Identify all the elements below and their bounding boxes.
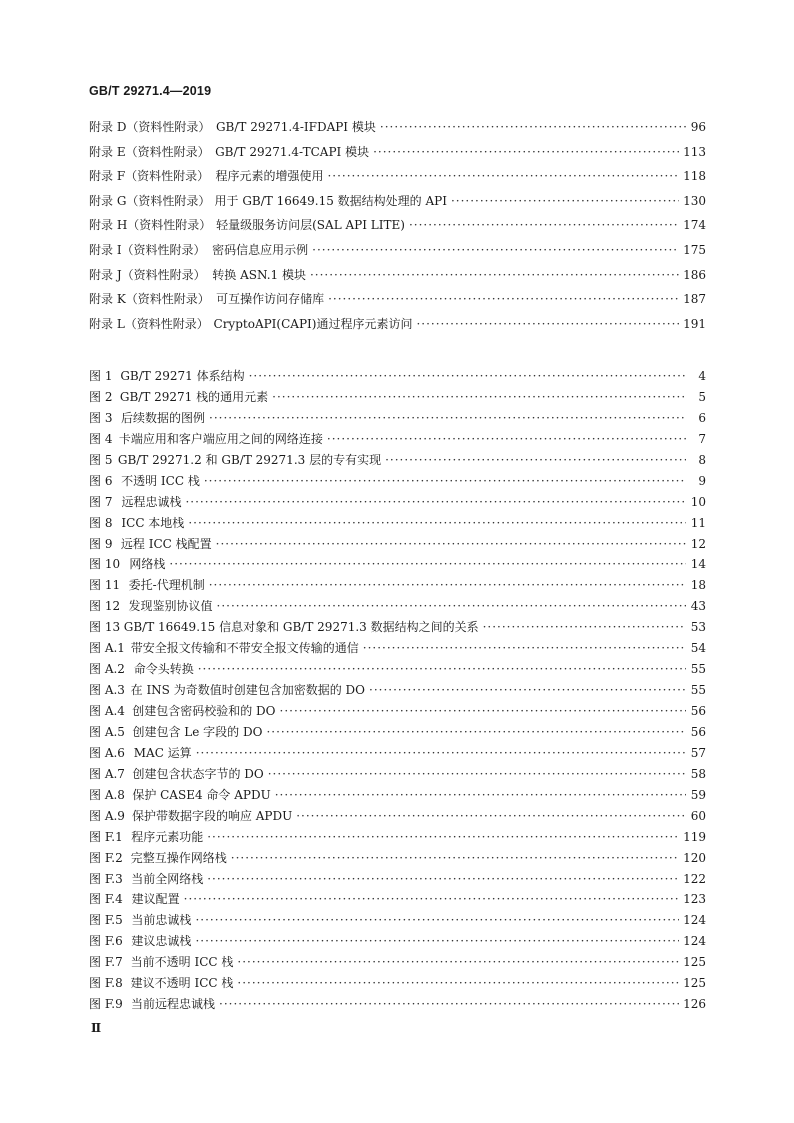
figure-toc-entry[interactable] bbox=[89, 597, 706, 618]
toc-entry-page: 7 bbox=[698, 431, 706, 446]
toc-entry-title: 当前忠诚栈 bbox=[131, 913, 192, 928]
toc-entry-page: 124 bbox=[683, 913, 706, 928]
toc-entry-page: 5 bbox=[698, 389, 706, 404]
toc-entry-label: 图 11 bbox=[89, 578, 121, 593]
toc-dot-leader bbox=[280, 704, 686, 718]
toc-entry-title: 程序元素的增强使用 bbox=[215, 169, 324, 184]
figure-toc-entry[interactable] bbox=[89, 828, 706, 849]
toc-dot-leader bbox=[416, 317, 679, 331]
toc-entry-label: 图 12 bbox=[89, 599, 121, 614]
toc-entry-title: GB/T 16649.15 信息对象和 GB/T 29271.3 数据结构之间的关系 bbox=[123, 620, 479, 635]
toc-dot-leader bbox=[380, 120, 686, 134]
figure-toc-entry[interactable] bbox=[89, 535, 706, 556]
toc-entry-label: 图 1 bbox=[89, 369, 113, 383]
figure-toc-entry[interactable] bbox=[89, 576, 706, 597]
toc-entry-title: 后续数据的图例 bbox=[121, 410, 206, 425]
toc-entry-label: 图 A.2 bbox=[89, 662, 125, 677]
figure-toc-entry[interactable] bbox=[89, 702, 706, 723]
toc-entry-page: 113 bbox=[683, 144, 706, 159]
toc-dot-leader bbox=[216, 537, 686, 551]
toc-entry-label: 附录 D（资料性附录） bbox=[89, 120, 211, 134]
toc-entry-page: 119 bbox=[683, 829, 706, 844]
figure-toc-entry[interactable] bbox=[89, 849, 706, 870]
toc-entry-label: 图 A.7 bbox=[89, 766, 125, 781]
figure-toc-entry[interactable] bbox=[89, 765, 706, 786]
toc-entry-page: 130 bbox=[683, 193, 706, 208]
toc-dot-leader bbox=[237, 955, 679, 969]
toc-entry-page: 58 bbox=[690, 766, 706, 781]
toc-entry-title: GB/T 29271.4-TCAPI 模块 bbox=[215, 144, 370, 159]
toc-dot-leader bbox=[184, 892, 679, 906]
toc-entry-page: 96 bbox=[690, 120, 706, 134]
toc-dot-leader bbox=[385, 453, 686, 467]
toc-entry-page: 125 bbox=[683, 976, 706, 991]
toc-dot-leader bbox=[198, 662, 686, 676]
appendix-toc-entry[interactable] bbox=[89, 266, 706, 291]
toc-entry-page: 14 bbox=[690, 557, 706, 572]
figure-toc-entry[interactable] bbox=[89, 681, 706, 702]
toc-entry-title: 创建包含 Le 字段的 DO bbox=[132, 724, 263, 739]
toc-entry-title: 建议忠诚栈 bbox=[131, 934, 192, 949]
toc-entry-page: 55 bbox=[690, 683, 706, 698]
toc-entry-page: 56 bbox=[690, 724, 706, 739]
toc-entry-page: 123 bbox=[683, 892, 706, 907]
toc-entry-title: 当前不透明 ICC 栈 bbox=[130, 955, 234, 970]
figure-toc-list bbox=[89, 367, 706, 1016]
figure-toc-entry[interactable] bbox=[89, 786, 706, 807]
toc-entry-title: 创建包含状态字节的 DO bbox=[132, 766, 264, 781]
toc-entry-title: 轻量级服务访问层(SAL API LITE) bbox=[216, 218, 405, 233]
toc-dot-leader bbox=[204, 474, 686, 488]
toc-dot-leader bbox=[195, 913, 679, 927]
toc-entry-page: 124 bbox=[683, 934, 706, 949]
figure-toc-entry[interactable] bbox=[89, 618, 706, 639]
toc-entry-page: 43 bbox=[690, 599, 706, 614]
toc-entry-page: 9 bbox=[698, 473, 706, 488]
toc-dot-leader bbox=[196, 746, 686, 760]
toc-entry-label: 图 A.9 bbox=[89, 808, 125, 823]
toc-dot-leader bbox=[249, 369, 686, 383]
toc-dot-leader bbox=[219, 997, 679, 1011]
figure-toc-entry[interactable] bbox=[89, 493, 706, 514]
toc-entry-page: 56 bbox=[690, 704, 706, 718]
toc-entry-page: 126 bbox=[683, 997, 706, 1012]
appendix-toc-entry[interactable] bbox=[89, 241, 706, 266]
toc-entry-label: 附录 E（资料性附录） bbox=[89, 144, 210, 159]
appendix-toc-entry[interactable] bbox=[89, 118, 706, 143]
toc-dot-leader bbox=[207, 872, 679, 886]
toc-entry-label: 图 A.3 bbox=[89, 683, 125, 698]
figure-toc-entry[interactable] bbox=[89, 451, 706, 472]
figure-toc-entry[interactable] bbox=[89, 744, 706, 765]
toc-entry-title: 保护 CASE4 命令 APDU bbox=[132, 787, 271, 802]
toc-entry-label: 附录 H（资料性附录） bbox=[89, 218, 212, 233]
toc-entry-page: 174 bbox=[683, 218, 706, 233]
figure-toc-entry[interactable] bbox=[89, 974, 706, 995]
toc-entry-label: 图 A.6 bbox=[89, 745, 125, 760]
toc-entry-title: GB/T 29271 体系结构 bbox=[120, 369, 245, 383]
toc-dot-leader bbox=[231, 851, 679, 865]
toc-entry-title: 命令头转换 bbox=[133, 662, 194, 677]
toc-dot-leader bbox=[272, 390, 686, 404]
toc-entry-page: 6 bbox=[698, 410, 706, 425]
figure-toc-entry[interactable] bbox=[89, 409, 706, 430]
toc-entry-title: 当前全网络栈 bbox=[131, 871, 204, 886]
figure-toc-entry[interactable] bbox=[89, 514, 706, 535]
toc-entry-label: 附录 K（资料性附录） bbox=[89, 292, 210, 307]
toc-entry-title: 建议不透明 ICC 栈 bbox=[130, 976, 234, 991]
toc-entry-title: 委托-代理机制 bbox=[128, 578, 205, 593]
appendix-toc-entry[interactable] bbox=[89, 143, 706, 168]
toc-entry-label: 图 6 bbox=[89, 473, 113, 488]
figure-toc-entry[interactable] bbox=[89, 911, 706, 932]
toc-dot-leader bbox=[209, 411, 686, 425]
toc-entry-title: 带安全报文传输和不带安全报文传输的通信 bbox=[130, 641, 359, 656]
toc-dot-leader bbox=[312, 243, 679, 257]
toc-entry-title: 程序元素功能 bbox=[131, 829, 204, 844]
figure-toc-entry[interactable] bbox=[89, 723, 706, 744]
toc-entry-page: 53 bbox=[690, 620, 706, 635]
toc-entry-page: 8 bbox=[698, 452, 706, 467]
toc-dot-leader bbox=[296, 809, 686, 823]
toc-dot-leader bbox=[369, 683, 686, 697]
toc-entry-title: 完整互操作网络栈 bbox=[130, 850, 227, 865]
toc-entry-label: 附录 I（资料性附录） bbox=[89, 242, 206, 257]
appendix-toc-entry[interactable] bbox=[89, 216, 706, 241]
figure-toc-entry[interactable] bbox=[89, 995, 706, 1016]
toc-entry-page: 11 bbox=[690, 515, 706, 530]
figure-toc-entry[interactable] bbox=[89, 807, 706, 828]
figure-toc-entry[interactable] bbox=[89, 639, 706, 660]
toc-entry-title: 用于 GB/T 16649.15 数据结构处理的 API bbox=[214, 193, 447, 208]
toc-entry-label: 图 F.1 bbox=[89, 829, 123, 844]
figure-toc-entry[interactable] bbox=[89, 660, 706, 681]
page-number-footer: Ⅱ bbox=[91, 1021, 102, 1035]
toc-entry-page: 191 bbox=[683, 316, 706, 331]
toc-entry-label: 图 A.5 bbox=[89, 724, 125, 739]
toc-entry-label: 图 3 bbox=[89, 410, 113, 425]
figure-toc-entry[interactable] bbox=[89, 555, 706, 576]
toc-dot-leader bbox=[209, 578, 686, 592]
figure-toc-entry[interactable] bbox=[89, 430, 706, 451]
toc-entry-label: 图 5 bbox=[89, 452, 113, 467]
toc-entry-title: 卡端应用和客户端应用之间的网络连接 bbox=[118, 431, 323, 446]
figure-toc-entry[interactable] bbox=[89, 932, 706, 953]
toc-entry-title: GB/T 29271 栈的通用元素 bbox=[119, 389, 269, 404]
figure-toc-entry[interactable] bbox=[89, 472, 706, 493]
toc-entry-title: GB/T 29271.2 和 GB/T 29271.3 层的专有实现 bbox=[117, 452, 382, 467]
toc-entry-title: 转换 ASN.1 模块 bbox=[212, 267, 306, 282]
toc-entry-label: 图 F.3 bbox=[89, 871, 123, 886]
appendix-toc-entry[interactable] bbox=[89, 167, 706, 192]
toc-entry-label: 附录 G（资料性附录） bbox=[89, 193, 211, 208]
appendix-toc-entry[interactable] bbox=[89, 315, 706, 340]
toc-entry-page: 55 bbox=[690, 662, 706, 677]
toc-dot-leader bbox=[363, 641, 686, 655]
toc-entry-page: 18 bbox=[690, 578, 706, 593]
toc-entry-page: 59 bbox=[690, 787, 706, 802]
toc-entry-title: 当前远程忠诚栈 bbox=[131, 997, 216, 1012]
toc-entry-title: ICC 本地栈 bbox=[121, 515, 185, 530]
toc-entry-page: 60 bbox=[690, 808, 706, 823]
toc-dot-leader bbox=[327, 432, 686, 446]
toc-entry-label: 附录 J（资料性附录） bbox=[89, 267, 206, 282]
toc-entry-title: MAC 运算 bbox=[133, 745, 192, 760]
appendix-toc-list bbox=[89, 118, 706, 339]
toc-entry-label: 图 F.9 bbox=[89, 997, 123, 1012]
toc-entry-title: CryptoAPI(CAPI)通过程序元素访问 bbox=[213, 316, 413, 331]
toc-dot-leader bbox=[185, 495, 686, 509]
toc-entry-page: 54 bbox=[690, 641, 706, 656]
toc-entry-label: 附录 L（资料性附录） bbox=[89, 316, 209, 331]
toc-entry-label: 图 F.5 bbox=[89, 913, 123, 928]
document-header: GB/T 29271.4—2019 bbox=[89, 84, 212, 98]
toc-entry-title: 建议配置 bbox=[131, 892, 180, 907]
toc-dot-leader bbox=[310, 268, 679, 282]
toc-entry-label: 图 F.2 bbox=[89, 850, 123, 865]
toc-entry-title: 远程 ICC 栈配置 bbox=[120, 536, 212, 551]
toc-entry-page: 57 bbox=[690, 745, 706, 760]
toc-entry-title: 保护带数据字段的响应 APDU bbox=[131, 808, 293, 823]
figure-toc-entry[interactable] bbox=[89, 890, 706, 911]
toc-dot-leader bbox=[188, 516, 686, 530]
toc-entry-label: 图 4 bbox=[89, 431, 113, 446]
toc-dot-leader bbox=[207, 830, 679, 844]
toc-entry-page: 12 bbox=[690, 536, 706, 551]
toc-entry-page: 186 bbox=[683, 267, 706, 282]
toc-dot-leader bbox=[266, 725, 686, 739]
figure-toc-entry[interactable] bbox=[89, 953, 706, 974]
toc-entry-title: 在 INS 为奇数值时创建包含加密数据的 DO bbox=[130, 683, 365, 698]
toc-entry-label: 图 13 bbox=[89, 620, 121, 635]
toc-entry-title: 网络栈 bbox=[129, 557, 166, 572]
appendix-toc-entry[interactable] bbox=[89, 290, 706, 315]
toc-entry-title: 创建包含密码校验和的 DO bbox=[132, 704, 276, 718]
toc-entry-page: 10 bbox=[690, 494, 706, 509]
toc-entry-label: 图 A.8 bbox=[89, 787, 125, 802]
toc-dot-leader bbox=[483, 620, 686, 634]
toc-entry-title: 远程忠诚栈 bbox=[121, 494, 182, 509]
toc-entry-label: 图 A.4 bbox=[89, 704, 125, 718]
toc-entry-page: 118 bbox=[683, 169, 706, 184]
toc-entry-page: 175 bbox=[683, 242, 706, 257]
toc-entry-label: 图 10 bbox=[89, 557, 121, 572]
toc-entry-page: 187 bbox=[683, 292, 706, 307]
toc-dot-leader bbox=[169, 557, 686, 571]
toc-dot-leader bbox=[451, 194, 679, 208]
figure-toc-entry[interactable] bbox=[89, 388, 706, 409]
toc-entry-title: 发现鉴别协议值 bbox=[128, 599, 213, 614]
toc-dot-leader bbox=[328, 292, 679, 306]
toc-dot-leader bbox=[217, 599, 686, 613]
toc-dot-leader bbox=[409, 218, 679, 232]
figure-toc-entry[interactable] bbox=[89, 870, 706, 891]
toc-dot-leader bbox=[268, 767, 686, 781]
toc-entry-title: 不透明 ICC 栈 bbox=[121, 473, 200, 488]
appendix-toc-entry[interactable] bbox=[89, 192, 706, 217]
toc-dot-leader bbox=[327, 169, 679, 183]
toc-entry-label: 图 F.8 bbox=[89, 976, 123, 991]
toc-entry-label: 图 9 bbox=[89, 536, 113, 551]
toc-entry-page: 4 bbox=[698, 369, 706, 383]
toc-entry-page: 122 bbox=[683, 871, 706, 886]
toc-entry-title: GB/T 29271.4-IFDAPI 模块 bbox=[215, 120, 376, 134]
toc-dot-leader bbox=[195, 934, 679, 948]
toc-entry-label: 附录 F（资料性附录） bbox=[89, 169, 210, 184]
toc-entry-title: 密码信息应用示例 bbox=[212, 242, 309, 257]
toc-entry-label: 图 2 bbox=[89, 389, 113, 404]
toc-dot-leader bbox=[373, 145, 679, 159]
toc-entry-label: 图 A.1 bbox=[89, 641, 125, 656]
figure-toc-entry[interactable] bbox=[89, 367, 706, 388]
toc-dot-leader bbox=[237, 976, 679, 990]
toc-dot-leader bbox=[275, 788, 686, 802]
toc-entry-label: 图 8 bbox=[89, 515, 113, 530]
toc-entry-label: 图 F.4 bbox=[89, 892, 123, 907]
toc-entry-title: 可互操作访问存储库 bbox=[216, 292, 325, 307]
toc-entry-label: 图 F.7 bbox=[89, 955, 123, 970]
toc-entry-page: 120 bbox=[683, 850, 706, 865]
toc-entry-page: 125 bbox=[683, 955, 706, 970]
toc-entry-label: 图 F.6 bbox=[89, 934, 123, 949]
toc-entry-label: 图 7 bbox=[89, 494, 113, 509]
